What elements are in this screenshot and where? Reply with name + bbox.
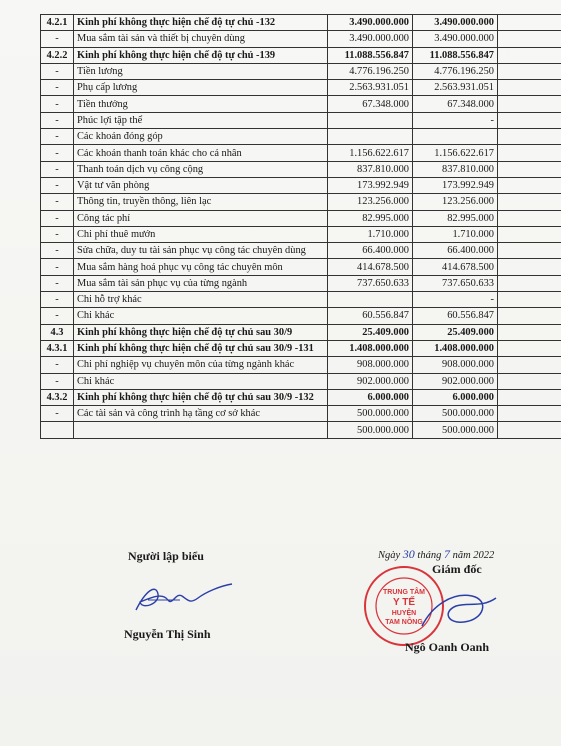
row-number-cell: 4.2.2 <box>41 47 74 63</box>
row-number-cell: - <box>41 243 74 259</box>
row-number-cell: - <box>41 31 74 47</box>
row-number-cell: - <box>41 259 74 275</box>
row-number-cell <box>41 422 74 438</box>
row-description-cell: Phúc lợi tập thể <box>74 112 328 128</box>
row-actual-cell: 6.000.000 <box>413 389 498 405</box>
row-number-cell: - <box>41 129 74 145</box>
table-row <box>41 31 561 47</box>
row-estimate-cell <box>328 129 413 145</box>
row-actual-cell: 11.088.556.847 <box>413 47 498 63</box>
row-note-cell <box>498 194 561 210</box>
table-row <box>41 324 561 340</box>
table-row <box>41 389 561 405</box>
svg-text:HUYỆN: HUYỆN <box>391 610 417 617</box>
row-actual-cell: 82.995.000 <box>413 210 498 226</box>
row-estimate-cell: 11.088.556.847 <box>328 47 413 63</box>
row-number-cell: - <box>41 292 74 308</box>
svg-text:TRUNG TÂM: TRUNG TÂM <box>383 589 425 596</box>
row-note-cell <box>498 340 561 356</box>
row-note-cell <box>498 357 561 373</box>
row-number-cell: - <box>41 112 74 128</box>
row-note-cell <box>498 47 561 63</box>
table-row <box>41 373 561 389</box>
row-actual-cell: 67.348.000 <box>413 96 498 112</box>
row-estimate-cell: 1.408.000.000 <box>328 340 413 356</box>
row-note-cell <box>498 161 561 177</box>
row-actual-cell: 500.000.000 <box>413 406 498 422</box>
table-row <box>41 340 561 356</box>
row-actual-cell: 3.490.000.000 <box>413 31 498 47</box>
row-actual-cell: - <box>413 112 498 128</box>
row-note-cell <box>498 145 561 161</box>
budget-table <box>40 14 561 439</box>
row-estimate-cell: 908.000.000 <box>328 357 413 373</box>
row-number-cell: 4.3.1 <box>41 340 74 356</box>
table-row <box>41 275 561 291</box>
row-estimate-cell: 66.400.000 <box>328 243 413 259</box>
row-description-cell: Sửa chữa, duy tu tài sản phục vụ công tác chuyên dùng <box>74 243 328 259</box>
row-description-cell: Các tài sản và công trình hạ tầng cơ sở khác <box>74 406 328 422</box>
row-estimate-cell: 737.650.633 <box>328 275 413 291</box>
row-description-cell: Chi phí thuê mướn <box>74 226 328 242</box>
row-description-cell: Kinh phí không thực hiện chế độ tự chủ sau 30/9 <box>74 324 328 340</box>
row-number-cell: 4.3 <box>41 324 74 340</box>
row-number-cell: - <box>41 145 74 161</box>
row-description-cell: Công tác phí <box>74 210 328 226</box>
table-row <box>41 177 561 193</box>
svg-text:TAM NÔNG: TAM NÔNG <box>385 619 423 626</box>
row-note-cell <box>498 63 561 79</box>
date-month: 7 <box>443 547 450 561</box>
row-estimate-cell: 3.490.000.000 <box>328 31 413 47</box>
row-estimate-cell: 500.000.000 <box>328 406 413 422</box>
signing-date <box>378 547 494 562</box>
row-actual-cell: 414.678.500 <box>413 259 498 275</box>
table-row <box>41 145 561 161</box>
row-estimate-cell: 123.256.000 <box>328 194 413 210</box>
row-estimate-cell: 67.348.000 <box>328 96 413 112</box>
row-estimate-cell <box>328 112 413 128</box>
row-estimate-cell: 3.490.000.000 <box>328 15 413 31</box>
table-row <box>41 226 561 242</box>
row-description-cell: Thông tin, truyền thông, liên lạc <box>74 194 328 210</box>
director-name: Ngô Oanh Oanh <box>405 640 490 654</box>
row-actual-cell: - <box>413 292 498 308</box>
row-number-cell: - <box>41 406 74 422</box>
table-row <box>41 112 561 128</box>
table-row <box>41 161 561 177</box>
row-actual-cell: 2.563.931.051 <box>413 80 498 96</box>
row-estimate-cell: 82.995.000 <box>328 210 413 226</box>
row-description-cell: Chi khác <box>74 308 328 324</box>
table-row <box>41 96 561 112</box>
director-title: Giám đốc <box>432 562 482 576</box>
row-description-cell: Các khoản đóng góp <box>74 129 328 145</box>
table-row <box>41 15 561 31</box>
row-estimate-cell: 4.776.196.250 <box>328 63 413 79</box>
row-estimate-cell: 25.409.000 <box>328 324 413 340</box>
row-number-cell: - <box>41 63 74 79</box>
row-description-cell: Kinh phí không thực hiện chế độ tự chủ -139 <box>74 47 328 63</box>
date-day: 30 <box>402 547 415 561</box>
row-number-cell: - <box>41 210 74 226</box>
row-actual-cell: 4.776.196.250 <box>413 63 498 79</box>
row-actual-cell: 66.400.000 <box>413 243 498 259</box>
director-signature-icon <box>412 586 502 634</box>
row-description-cell: Vật tư văn phòng <box>74 177 328 193</box>
row-actual-cell: 25.409.000 <box>413 324 498 340</box>
row-description-cell: Phụ cấp lương <box>74 80 328 96</box>
row-actual-cell: 1.156.622.617 <box>413 145 498 161</box>
row-note-cell <box>498 15 561 31</box>
row-estimate-cell <box>328 292 413 308</box>
table-row <box>41 80 561 96</box>
row-actual-cell: 500.000.000 <box>413 422 498 438</box>
row-description-cell: Mua sắm hàng hoá phục vụ công tác chuyên môn <box>74 259 328 275</box>
row-number-cell: - <box>41 357 74 373</box>
row-note-cell <box>498 259 561 275</box>
table-row <box>41 308 561 324</box>
row-note-cell <box>498 243 561 259</box>
row-estimate-cell: 1.156.622.617 <box>328 145 413 161</box>
row-note-cell <box>498 324 561 340</box>
row-note-cell <box>498 31 561 47</box>
row-number-cell: - <box>41 80 74 96</box>
row-note-cell <box>498 406 561 422</box>
row-actual-cell: 908.000.000 <box>413 357 498 373</box>
row-note-cell <box>498 275 561 291</box>
table-row <box>41 63 561 79</box>
row-actual-cell: 60.556.847 <box>413 308 498 324</box>
date-month-word: tháng <box>417 550 442 561</box>
row-description-cell: Kinh phí không thực hiện chế độ tự chủ sau 30/9 -131 <box>74 340 328 356</box>
table-row <box>41 406 561 422</box>
row-description-cell: Chi hỗ trợ khác <box>74 292 328 308</box>
row-note-cell <box>498 210 561 226</box>
row-estimate-cell: 1.710.000 <box>328 226 413 242</box>
table-row <box>41 210 561 226</box>
row-actual-cell: 1.408.000.000 <box>413 340 498 356</box>
row-note-cell <box>498 96 561 112</box>
row-estimate-cell: 902.000.000 <box>328 373 413 389</box>
preparer-name: Nguyễn Thị Sinh <box>124 627 211 641</box>
row-description-cell: Tiền lương <box>74 63 328 79</box>
row-note-cell <box>498 226 561 242</box>
row-note-cell <box>498 129 561 145</box>
row-number-cell: - <box>41 194 74 210</box>
row-number-cell: - <box>41 161 74 177</box>
date-prefix: Ngày <box>378 550 401 561</box>
table-row <box>41 357 561 373</box>
row-number-cell: - <box>41 226 74 242</box>
row-description-cell: Các khoản thanh toán khác cho cá nhân <box>74 145 328 161</box>
row-description-cell: Kinh phí không thực hiện chế độ tự chủ sau 30/9 -132 <box>74 389 328 405</box>
row-number-cell: - <box>41 177 74 193</box>
row-number-cell: 4.3.2 <box>41 389 74 405</box>
row-description-cell: Mua sắm tài sản và thiết bị chuyên dùng <box>74 31 328 47</box>
preparer-signature-icon <box>128 580 238 616</box>
row-actual-cell: 173.992.949 <box>413 177 498 193</box>
row-actual-cell <box>413 129 498 145</box>
row-number-cell: - <box>41 96 74 112</box>
row-description-cell: Mua sắm tài sản phục vụ của từng ngành <box>74 275 328 291</box>
row-actual-cell: 3.490.000.000 <box>413 15 498 31</box>
row-description-cell: Chi khác <box>74 373 328 389</box>
row-description-cell: Tiền thưởng <box>74 96 328 112</box>
row-estimate-cell: 414.678.500 <box>328 259 413 275</box>
row-note-cell <box>498 112 561 128</box>
row-estimate-cell: 500.000.000 <box>328 422 413 438</box>
row-number-cell: - <box>41 308 74 324</box>
table-row <box>41 259 561 275</box>
row-estimate-cell: 6.000.000 <box>328 389 413 405</box>
row-note-cell <box>498 308 561 324</box>
svg-text:Y TẾ: Y TẾ <box>392 597 416 608</box>
row-note-cell <box>498 422 561 438</box>
table-row <box>41 194 561 210</box>
date-year: năm 2022 <box>452 550 495 561</box>
row-estimate-cell: 837.810.000 <box>328 161 413 177</box>
row-number-cell: - <box>41 275 74 291</box>
row-description-cell <box>74 422 328 438</box>
row-description-cell: Thanh toán dịch vụ công cộng <box>74 161 328 177</box>
table-row <box>41 47 561 63</box>
table-row <box>41 243 561 259</box>
row-description-cell: Chi phí nghiệp vụ chuyên môn của từng ngành khác <box>74 357 328 373</box>
row-note-cell <box>498 389 561 405</box>
row-estimate-cell: 173.992.949 <box>328 177 413 193</box>
table-row <box>41 422 561 438</box>
row-note-cell <box>498 177 561 193</box>
row-note-cell <box>498 292 561 308</box>
row-actual-cell: 1.710.000 <box>413 226 498 242</box>
row-actual-cell: 837.810.000 <box>413 161 498 177</box>
table-row <box>41 292 561 308</box>
row-note-cell <box>498 373 561 389</box>
row-actual-cell: 123.256.000 <box>413 194 498 210</box>
row-note-cell <box>498 80 561 96</box>
preparer-title: Người lập biểu <box>128 549 204 563</box>
table-row <box>41 129 561 145</box>
row-description-cell: Kinh phí không thực hiện chế độ tự chủ -132 <box>74 15 328 31</box>
row-number-cell: 4.2.1 <box>41 15 74 31</box>
row-actual-cell: 902.000.000 <box>413 373 498 389</box>
row-number-cell: - <box>41 373 74 389</box>
row-actual-cell: 737.650.633 <box>413 275 498 291</box>
row-estimate-cell: 60.556.847 <box>328 308 413 324</box>
row-estimate-cell: 2.563.931.051 <box>328 80 413 96</box>
